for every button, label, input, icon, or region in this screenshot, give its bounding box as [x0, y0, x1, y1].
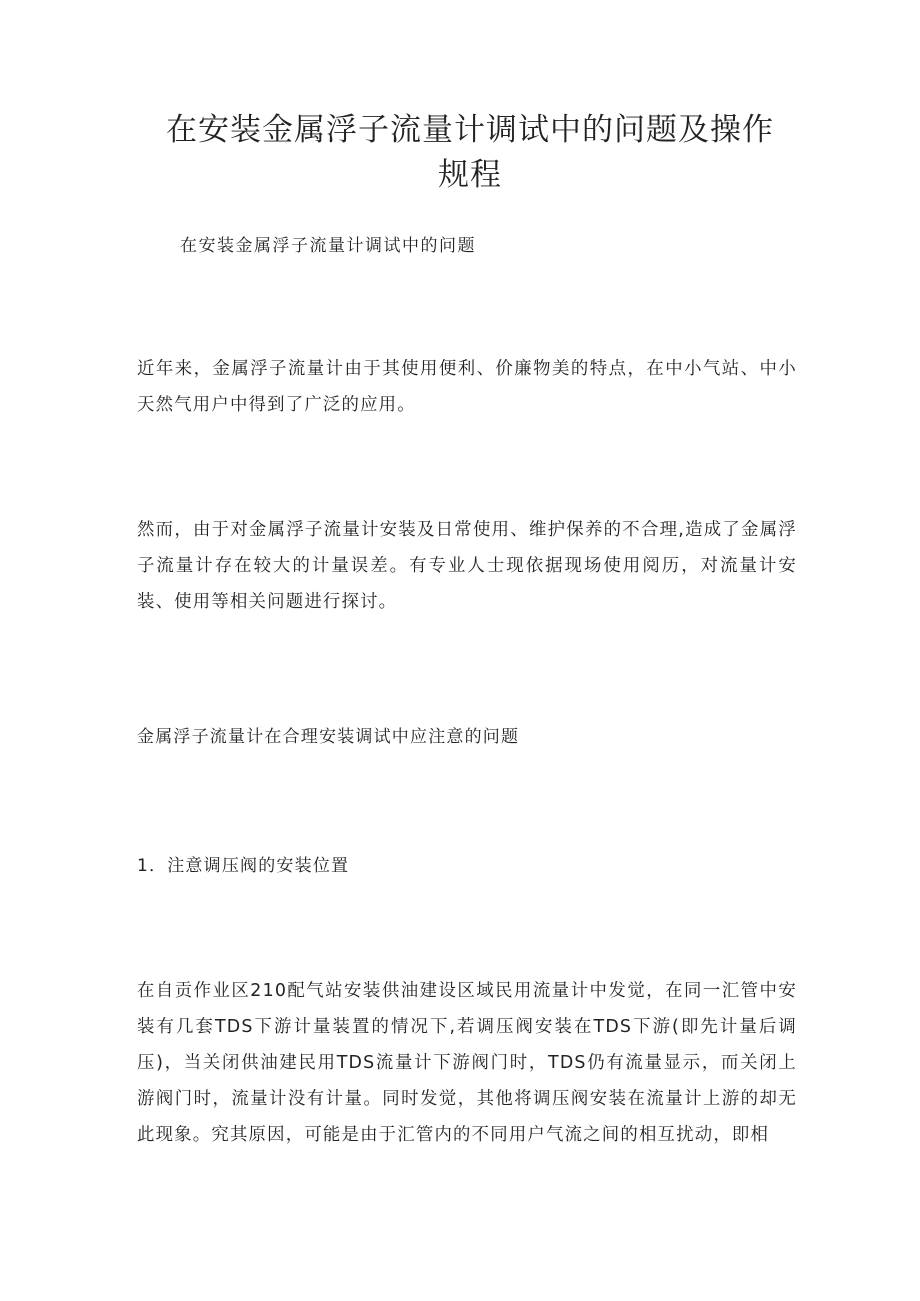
section-heading: 金属浮子流量计在合理安装调试中应注意的问题	[137, 727, 520, 747]
document-subtitle: 在安装金属浮子流量计调试中的问题	[180, 236, 476, 256]
paragraph-intro: 近年来，金属浮子流量计由于其使用便利、价廉物美的特点，在中小气站、中小天然气用户中得到了广泛的应用。	[137, 359, 797, 415]
document-title	[120, 108, 820, 198]
item-heading: 1．注意调压阀的安装位置	[137, 856, 350, 876]
paragraph-problem: 然而，由于对金属浮子流量计安装及日常使用、维护保养的不合理,造成了金属浮子流量计存在较大的计量误差。有专业人士现依据现场使用阅历，对流量计安装、使用等相关问题进行探讨。	[137, 520, 797, 612]
title-line-1: 在安装金属浮子流量计调试中的问题及操作	[166, 112, 774, 148]
item-paragraph: 在自贡作业区210配气站安装供油建设区域民用流量计中发觉，在同一汇管中安装有几套TDS下游计量装置的情况下,若调压阀安装在TDS下游(即先计量后调压)，当关闭供油建民用TDS流量计下游阀门时，TDS仍有流量显示，而关闭上游阀门时，流量计没有计量。同时发觉，其他将调压阀安装在流量计上游的却无此现象。究其原因，可能是由于汇管内的不同用户气流之间的相互扰动，即相	[137, 981, 797, 1145]
title-line-2: 规程	[438, 157, 502, 193]
